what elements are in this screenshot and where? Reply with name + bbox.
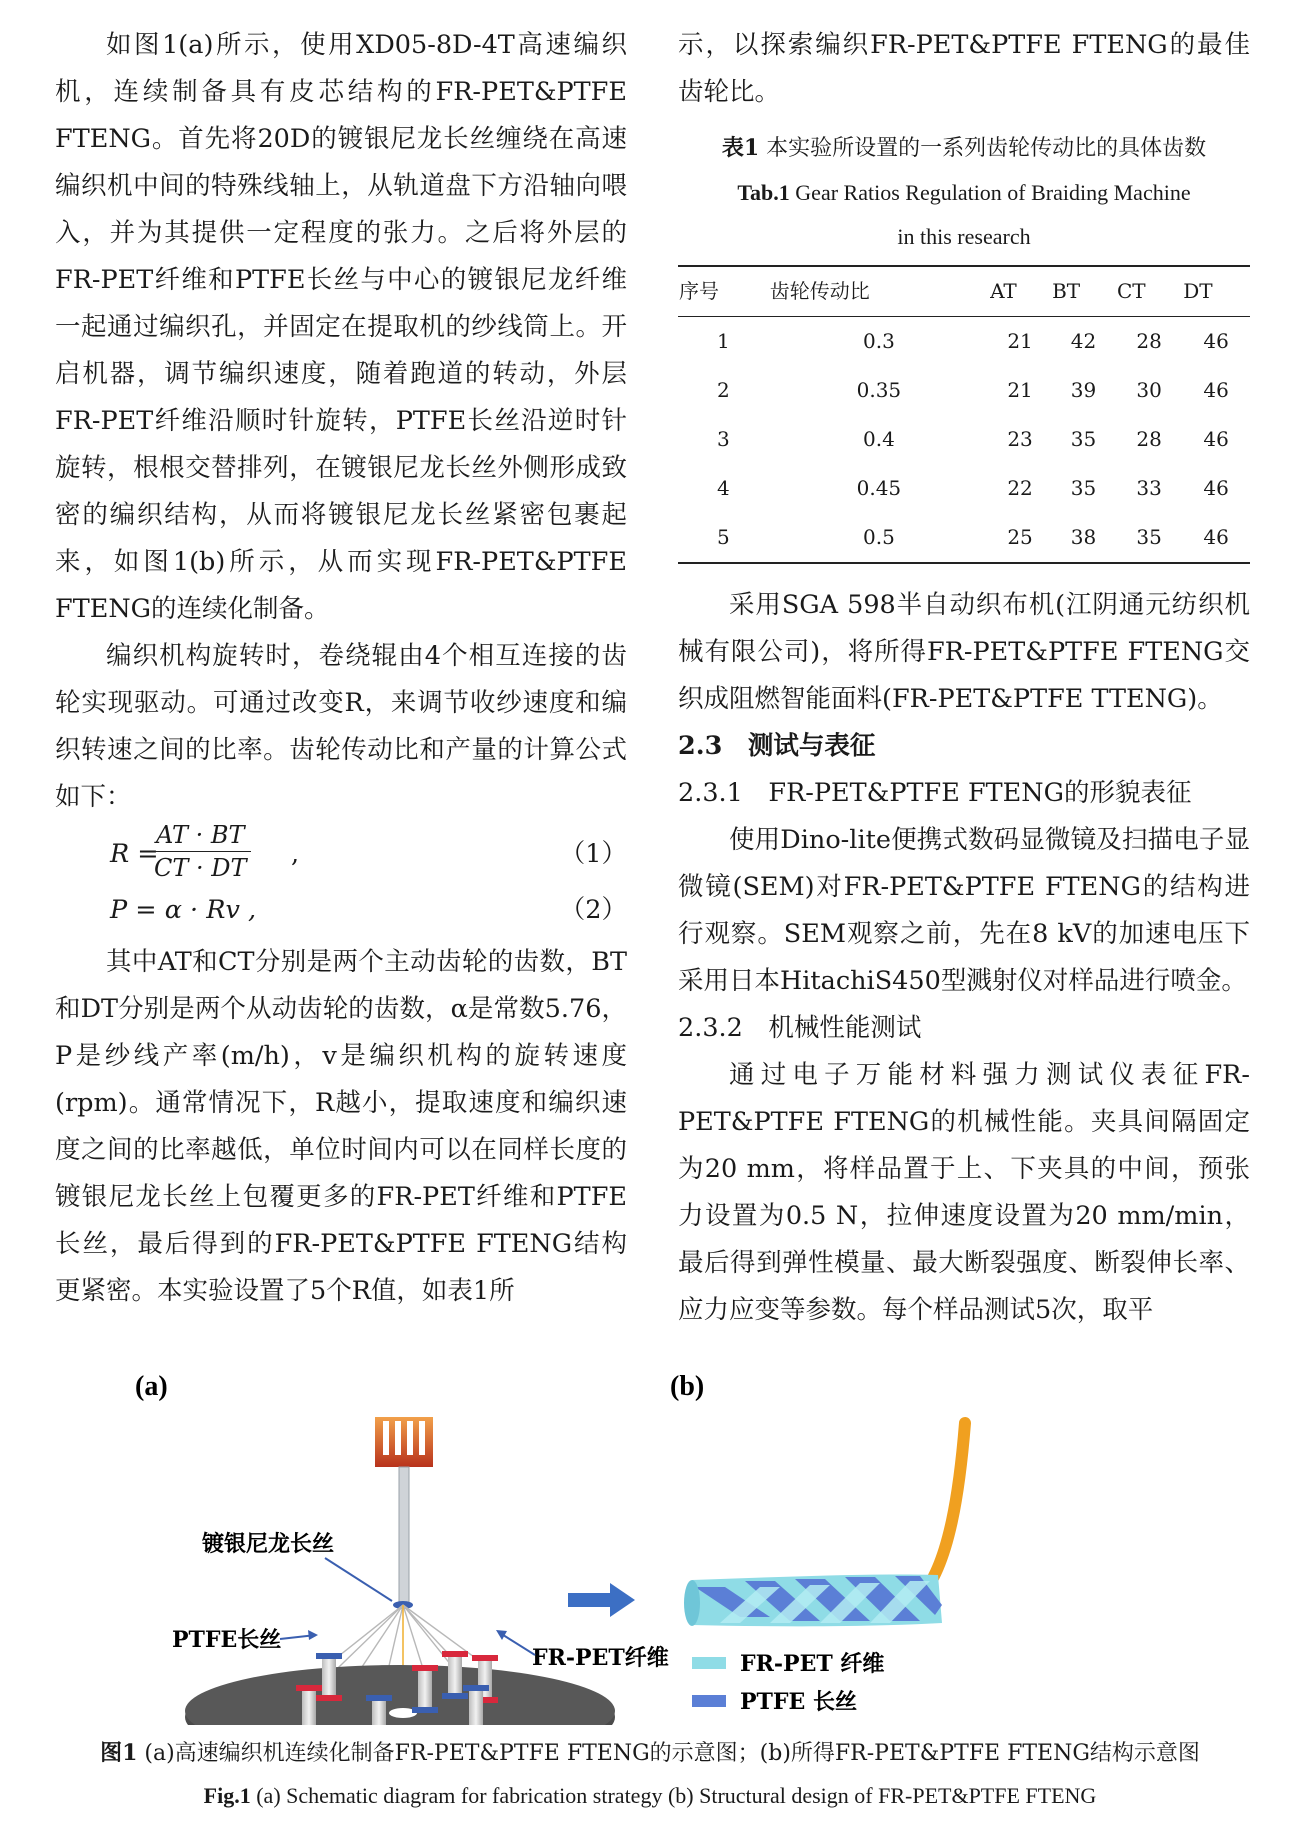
table-header: DT [1182,266,1250,317]
table-row [678,415,1250,464]
table-header: AT [989,266,1051,317]
left-column [55,22,627,1315]
legend-label: FR-PET 纤维 [740,1651,885,1677]
paragraph: 其中AT和CT分别是两个主动齿轮的齿数，BT和DT分别是两个从动齿轮的齿数，α是常数5.76，P是纱线产率(m/h)，v是编织机构的旋转速度(rpm)。通常情况下，R越小，提取速度和编织速度之间的比率越低，单位时间内可以在同样长度的镀银尼龙长丝上包覆更多的FR-PET纤维和PTFE长丝，最后得到的FR-PET&PTFE FTENG结构更紧密。本实验设置了5个R值，如表1所 [55,947,627,1306]
table-cell: 46 [1203,427,1229,451]
figure-caption-cn [0,1735,1300,1772]
legend [692,1651,884,1725]
table-header: 齿轮传动比 [769,266,989,317]
figure-caption-en-text: (a) Schematic diagram for fabrication strategy (b) Structural design of FR-PET&PTFE FTENG [256,1783,1097,1808]
equation-fraction [150,819,251,884]
arrow-head-icon [308,1630,318,1640]
right-arrow-icon [568,1583,635,1617]
table-cell: 4 [716,476,730,500]
table-cell: 28 [1136,329,1162,353]
table-cell: 35 [1070,476,1097,500]
take-up-roller-icon [375,1417,433,1602]
table-cell: 46 [1182,513,1250,563]
paragraph: 通过电子万能材料强力测试仪表征FR-PET&PTFE FTENG的机械性能。夹具间隔固定为20 mm，将样品置于上、下夹具的中间，预张力设置为0.5 N，拉伸速度设置为20 mm/min，最后得到弹性模量、最大断裂强度、断裂伸长率、应力应变等参数。每个样品测试5次，取平 [678,1060,1250,1325]
table-cell: 35 [1070,427,1097,451]
paragraph: 编织机构旋转时，卷绕辊由4个相互连接的齿轮实现驱动。可通过改变R，来调节收纱速度和编织转速之间的比率。齿轮传动比和产量的计算公式如下： [55,641,627,812]
braided-yarn-icon [684,1423,965,1626]
figure-caption-label: 图1 [100,1740,138,1766]
pointer-arrow [325,1558,392,1601]
table-cell: 1 [716,329,730,353]
pointer-arrow [500,1633,535,1655]
equation-comma: , [291,839,300,869]
table-caption-cn [678,126,1250,171]
paragraph: 采用SGA 598半自动织布机(江阴通元纺织机械有限公司)，将所得FR-PET&PTFE FTENG交织成阻燃智能面料(FR-PET&PTFE TTENG)。 [678,590,1250,714]
fraction-numerator: AT · BT [150,819,251,852]
table-cell: 0.45 [856,476,902,500]
table-caption-en-text: Gear Ratios Regulation of Braiding Machine [795,180,1191,205]
paragraph: 如图1(a)所示，使用XD05-8D-4T高速编织机，连续制备具有皮芯结构的FR-PET&PTFE FTENG。首先将20D的镀银尼龙长丝缠绕在高速编织机中间的特殊线轴上，从轨道盘下方沿轴向喂入，并为其提供一定程度的张力。之后将外层的FR-PET纤维和PTFE长丝与中心的镀银尼龙纤维一起通过编织孔，并固定在提取机的纱线筒上。开启机器，调节编织速度，随着跑道的转动，外层FR-PET纤维沿顺时针旋转，PTFE长丝沿逆时针旋转，根根交替排列，在镀银尼龙长丝外侧形成致密的编织结构，从而将镀银尼龙长丝紧密包裹起来，如图1(b)所示，从而实现FR-PET&PTFE FTENG的连续化制备。 [55,30,627,624]
table-caption-label: 表1 [721,135,760,161]
table-row [678,513,1250,563]
table-row [678,317,1250,367]
equation-number: （1） [559,839,627,869]
table-header: CT [1116,266,1182,317]
equation-body: P = α · Rv , [110,895,257,925]
paragraph: 使用Dino-lite便携式数码显微镜及扫描电子显微镜(SEM)对FR-PET&PTFE FTENG的结构进行观察。SEM观察之前，先在8 kV的加速电压下采用日本HitachiS450型溅射仪对样品进行喷金。 [678,825,1250,996]
equation-number: （2） [559,895,627,925]
table-cell: 35 [1116,513,1182,563]
table-header: BT [1051,266,1116,317]
section-heading: 2.3 测试与表征 [678,731,876,761]
table-caption-en-text-2: in this research [897,224,1031,249]
table-cell: 30 [1136,378,1162,402]
table-cell: 46 [1203,329,1229,353]
table-cell: 46 [1203,378,1229,402]
table-caption-en [678,171,1250,259]
table-cell: 0.35 [856,378,902,402]
equation-lhs: R = [110,839,159,869]
paragraph: 示，以探索编织FR-PET&PTFE FTENG的最佳齿轮比。 [678,30,1250,107]
table-cell: 39 [1070,378,1097,402]
panel-label-a: (a) [135,1371,168,1402]
table-row [678,464,1250,513]
table-cell: 21 [1007,329,1033,353]
fraction-denominator: CT · DT [154,854,247,882]
table-cell: 2 [716,378,730,402]
label-silver-nylon: 镀银尼龙长丝 [202,1531,335,1557]
figure-caption-text: (a)高速编织机连续化制备FR-PET&PTFE FTENG的示意图；(b)所得FR-PET&PTFE FTENG结构示意图 [144,1741,1200,1766]
table-cell: 0.3 [862,329,895,353]
table-header: 序号 [678,266,769,317]
figure-1 [80,1365,1220,1725]
right-column [678,22,1250,1334]
table-cell: 33 [1136,476,1162,500]
table-cell: 25 [989,513,1051,563]
legend-label: PTFE 长丝 [740,1689,857,1715]
table-cell: 23 [1007,427,1033,451]
table-cell: 38 [1051,513,1116,563]
table-cell: 22 [1007,476,1033,500]
table-row [678,366,1250,415]
legend-swatch [692,1695,726,1707]
legend-swatch [692,1657,726,1669]
table-header-row [678,266,1250,317]
table-cell: 28 [1136,427,1162,451]
subsection-heading: 2.3.1 FR-PET&PTFE FTENG的形貌表征 [678,778,1192,808]
table-caption-text: 本实验所设置的一系列齿轮传动比的具体齿数 [766,136,1207,161]
arrow-head-icon [496,1630,507,1640]
table-caption-en-label: Tab.1 [737,180,790,205]
table-cell: 46 [1203,476,1229,500]
label-ptfe: PTFE长丝 [172,1627,282,1653]
panel-label-b: (b) [670,1371,705,1402]
subsection-heading: 2.3.2 机械性能测试 [678,1013,922,1043]
table-cell: 3 [716,427,730,451]
table-cell: 0.4 [862,427,895,451]
table-cell: 21 [1007,378,1033,402]
gear-ratio-table [678,265,1250,564]
equation-1 [55,823,627,885]
table-cell: 42 [1070,329,1097,353]
table-cell: 0.5 [769,513,989,563]
equation-2 [55,887,627,937]
table-cell: 5 [678,513,769,563]
figure-caption-en-label: Fig.1 [203,1783,251,1808]
label-frpet: FR-PET纤维 [532,1645,669,1671]
figure-caption-en [0,1778,1300,1814]
